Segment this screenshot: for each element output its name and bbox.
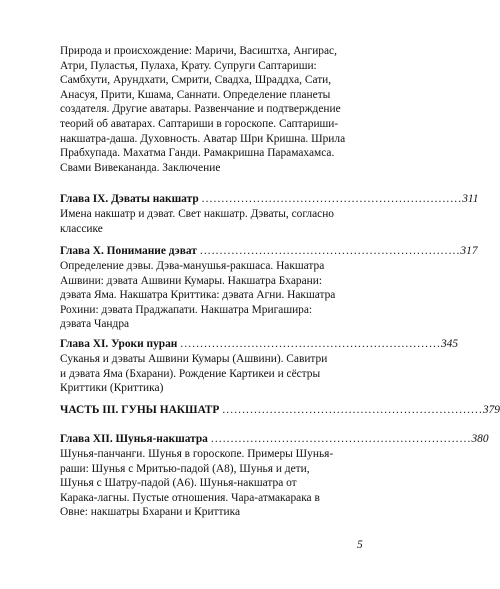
toc-entry-title: Глава XI. Уроки пуран (60, 338, 178, 350)
toc-entry-title: Глава X. Понимание дэват (60, 245, 197, 257)
toc-leader-dots: .................................................................. (201, 193, 463, 205)
toc-leader-dots: .................................................................. (222, 404, 483, 416)
toc-entry-heading (60, 337, 459, 352)
toc-leader-dots: .................................................................. (210, 433, 472, 445)
page-number: 5 (357, 539, 363, 551)
toc-entry-description: Суканья и дэваты Ашвини Кумары (Ашвини). Савитри и дэвата Яма (Бхарани). Рождение Картикеи и сёстры Криттики (Криттика) (60, 353, 328, 395)
toc-entry-chapter-11 (60, 337, 459, 396)
toc-entry-chapter-9 (60, 192, 479, 236)
toc-entry-title: ЧАСТЬ III. ГУНЫ НАКШАТР (60, 404, 220, 416)
toc-entry-heading (60, 244, 478, 259)
toc-entry-chapter-10 (60, 244, 478, 332)
toc-entry-heading (60, 432, 489, 447)
toc-entry-description: Определение дэвы. Дэва-манушья-ракшаса. Накшатра Ашвини: дэвата Ашвини Кумары. Накшатра Бхарани: дэвата Яма. Накшатра Криттика: дэвата Агни. Накшатра Рохини: дэвата Праджапати. Накшатра Мригашира: дэвата Чандра (60, 260, 336, 331)
toc-entry-description: Имена накшатр и дэват. Свет накшатр. Дэваты, согласно классике (60, 208, 335, 235)
toc-entry-heading (60, 403, 500, 418)
toc-page-number: 380 (471, 433, 489, 445)
toc-entry-description: Шунья-панчанги. Шунья в гороскопе. Примеры Шунья-раши: Шунья с Мритью-падой (A8), Шунья и дети, Шунья с Шатру-падой (A6). Шунья-накшатра от Карака-лагны. Пустые отношения. Чара-атмакарака в Овне: накшатры Бхарани и Криттика (60, 448, 334, 519)
chapter-description-continued: Природа и происхождение: Маричи, Васиштха, Ангирас, Атри, Пуластья, Пулаха, Крату. Супруги Саптариши: Самбхути, Арундхати, Смрити, Свадха, Шраддха, Сати, Анасуя, Прити, Кшама, Саннати. Определение планеты создателя. Другие аватары. Развенчание и подтверждение теорий об аватарах. Саптариши в гороскопе. Саптариши-накшатра-даша. Духовность. Аватар Шри Кришна. Шрила Прабхупада. Махатма Ганди. Рамакришна Парамахамса. Свами Вивекананда. Заключение (60, 45, 346, 174)
toc-entry-heading (60, 192, 479, 207)
toc-leader-dots: .................................................................. (199, 245, 461, 257)
toc-page-number: 345 (440, 338, 459, 350)
toc-entry-title: Глава XII. Шунья-накшатра (60, 433, 208, 445)
toc-leader-dots: .................................................................. (180, 338, 441, 350)
toc-entry-chapter-12 (60, 432, 489, 520)
toc-page-number: 317 (460, 245, 478, 257)
toc-entry-part-3 (60, 403, 500, 418)
toc-page-number: 311 (462, 193, 479, 205)
toc-entry-title: Глава IX. Дэваты накшатр (60, 193, 199, 205)
toc-page-number: 379 (482, 404, 500, 416)
